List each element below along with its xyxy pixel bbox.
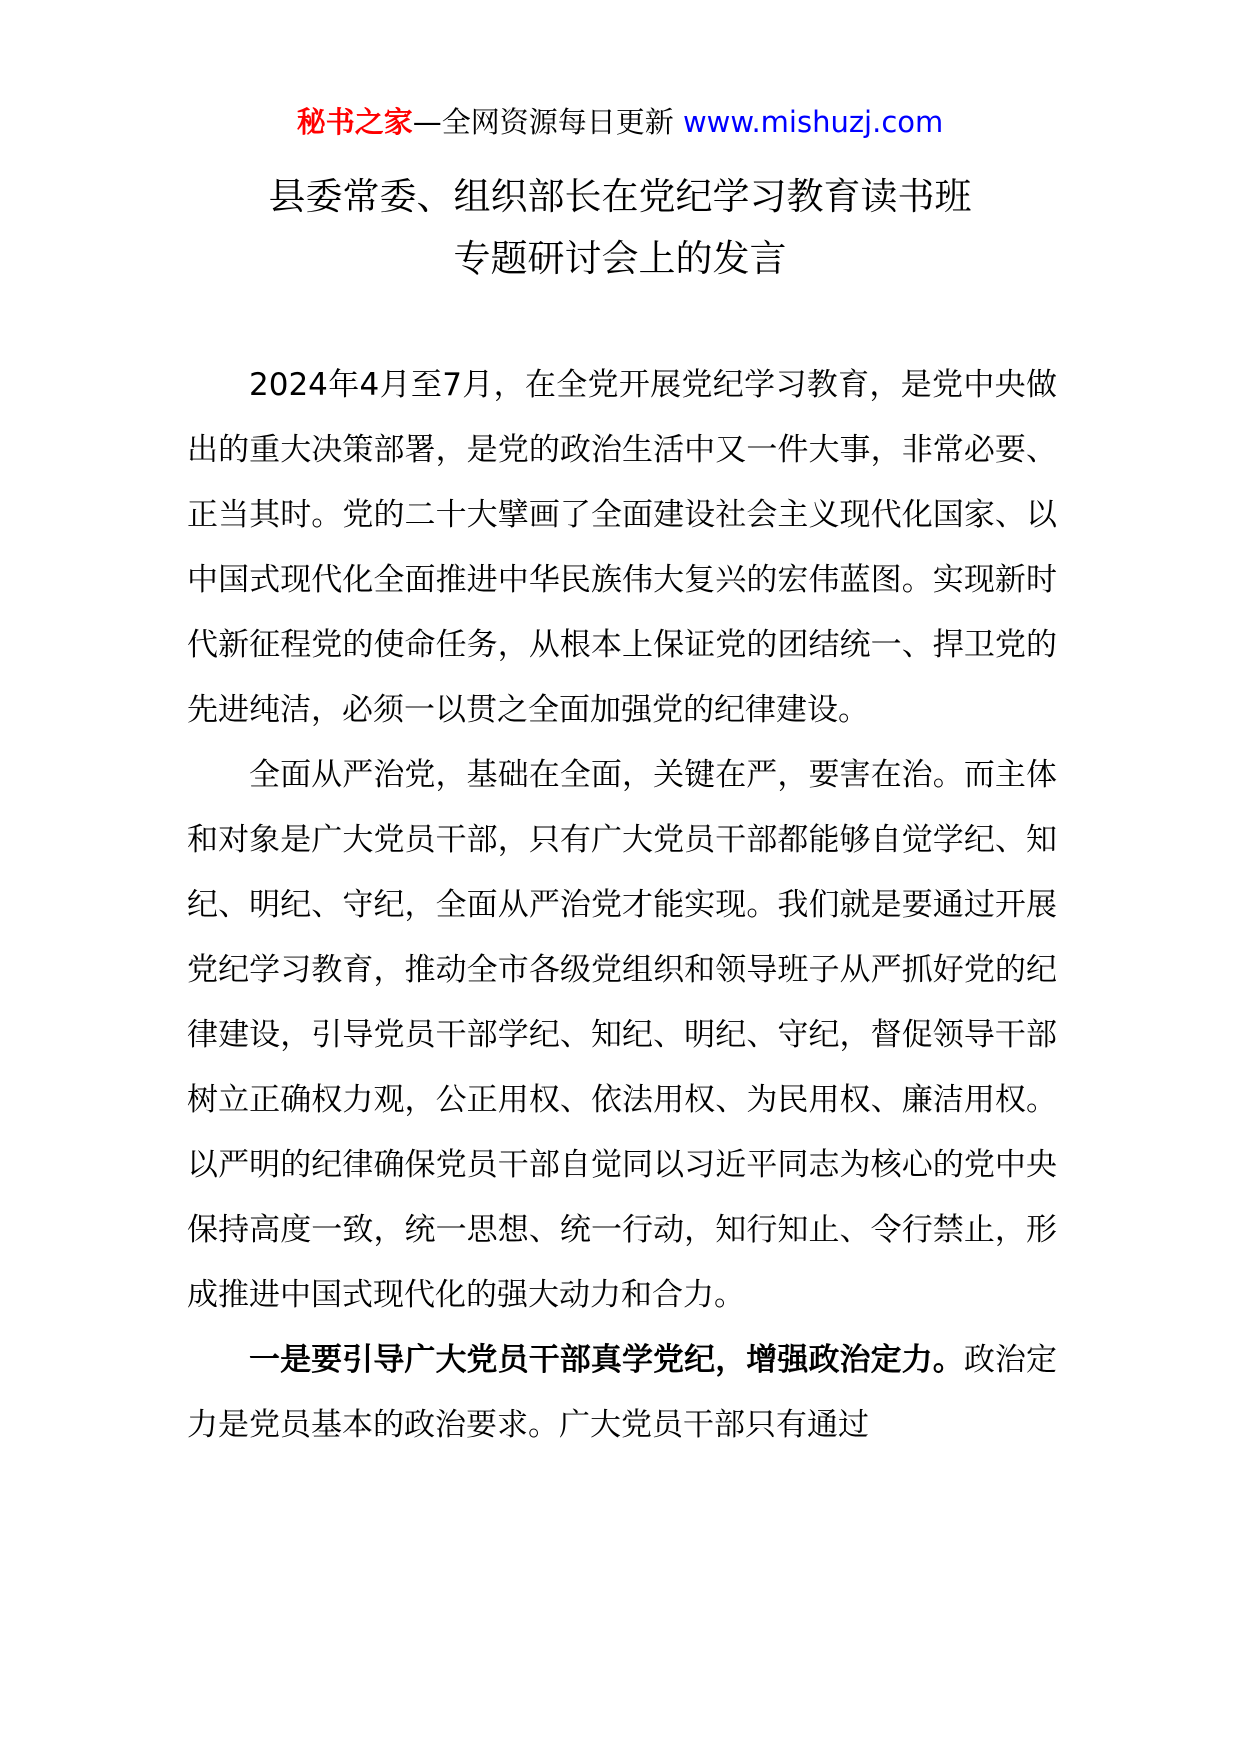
site-url-link[interactable]: www.mishuzj.com <box>682 105 944 139</box>
title-line-1: 县委常委、组织部长在党纪学习教育读书班 <box>268 175 972 218</box>
site-slogan: —全网资源每日更新 <box>412 105 674 139</box>
brand-name: 秘书之家 <box>296 105 413 139</box>
site-header <box>0 102 1240 142</box>
paragraph-lead-sentence: 一是要引导广大党员干部真学党纪，增强政治定力。 <box>249 1342 964 1378</box>
paragraph-2 <box>187 743 1057 1328</box>
paragraph-1 <box>187 353 1057 743</box>
paragraph-text: 政治定力是党员基本的政治要求。广大党员干部只有通过 <box>187 1342 1058 1443</box>
document-body <box>187 353 1057 1458</box>
paragraph-text: 2024年4月至7月，在全党开展党纪学习教育，是党中央做出的重大决策部署，是党的政治生活中又一件大事，非常必要、正当其时。党的二十大擘画了全面建设社会主义现代化国家、以中国式现代化全面推进中华民族伟大复兴的宏伟蓝图。实现新时代新征程党的使命任务，从根本上保证党的团结统一、捍卫党的先进纯洁，必须一以贯之全面加强党的纪律建设。 <box>187 367 1057 728</box>
paragraph-text: 全面从严治党，基础在全面，关键在严，要害在治。而主体和对象是广大党员干部，只有广大党员干部都能够自觉学纪、知纪、明纪、守纪，全面从严治党才能实现。我们就是要通过开展党纪学习教育，推动全市各级党组织和领导班子从严抓好党的纪律建设，引导党员干部学纪、知纪、明纪、守纪，督促领导干部树立正确权力观，公正用权、依法用权、为民用权、廉洁用权。以严明的纪律确保党员干部自觉同以习近平同志为核心的党中央保持高度一致，统一思想、统一行动，知行知止、令行禁止，形成推进中国式现代化的强大动力和合力。 <box>187 757 1057 1313</box>
document-title <box>0 166 1240 290</box>
title-line-2: 专题研讨会上的发言 <box>453 237 787 280</box>
paragraph-3 <box>187 1328 1057 1458</box>
